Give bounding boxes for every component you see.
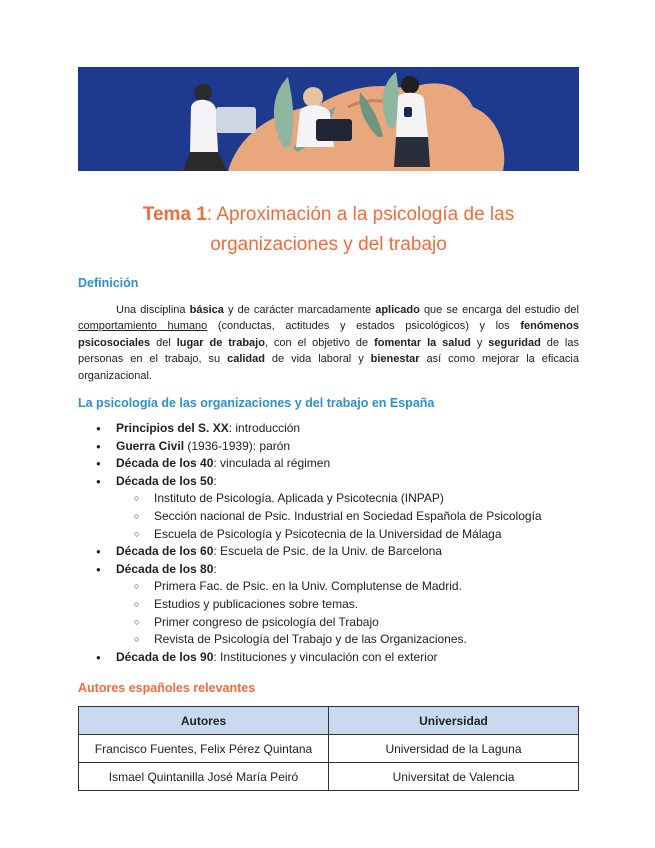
timeline-description: (1936-1939): parón <box>184 438 291 453</box>
table-row <box>79 735 579 763</box>
spain-timeline-list <box>78 420 542 666</box>
definition-segment: de las personas en el trabajo, su <box>78 336 579 366</box>
definition-segment: seguridad <box>488 336 541 349</box>
definition-segment: de vida laboral y <box>264 353 371 366</box>
page-title <box>78 200 579 260</box>
definition-segment: fenómenos psicosociales <box>78 320 579 349</box>
timeline-subitem: ○ Instituto de Psicología. Aplicada y Psicotecnia (INPAP) <box>154 490 542 508</box>
authors-heading: Autores españoles relevantes <box>78 681 256 695</box>
definition-segment: básica <box>189 304 224 316</box>
timeline-item <box>116 561 542 649</box>
university-cell: Universitat de Valencia <box>329 763 579 791</box>
timeline-period: Década de los 60 <box>116 544 214 559</box>
timeline-period: Principios del S. XX <box>116 421 229 435</box>
table-header-row <box>79 707 579 735</box>
timeline-subitem: ○ Primera Fac. de Psic. en la Univ. Complutense de Madrid. <box>154 578 542 596</box>
timeline-subitem: ○ Primer congreso de psicología del Trabajo <box>154 614 542 632</box>
timeline-item <box>116 420 542 438</box>
definition-segment: Una disciplina <box>116 304 190 316</box>
definition-segment: y de carácter marcadamente <box>223 304 376 316</box>
definition-segment: lugar de trabajo <box>176 336 265 349</box>
spain-heading: La psicología de las organizaciones y del trabajo en España <box>78 396 435 410</box>
title-line2: organizaciones y del trabajo <box>210 234 447 255</box>
column-header-authors: Autores <box>79 707 329 735</box>
timeline-period: Década de los 80 <box>116 561 214 576</box>
definition-segment: bienestar <box>370 353 420 366</box>
definition-segment: calidad <box>227 353 265 366</box>
timeline-period: Guerra Civil <box>116 438 185 453</box>
definition-segment: que se encarga del estudio del <box>419 304 579 316</box>
timeline-subitem: ○ Estudios y publicaciones sobre temas. <box>154 596 542 614</box>
timeline-item <box>116 473 542 543</box>
author-cell: Francisco Fuentes, Felix Pérez Quintana <box>79 735 329 763</box>
definition-segment: aplicado <box>375 304 420 316</box>
definition-segment: (conductas, actitudes y estados psicológicos) y los <box>207 320 521 333</box>
author-cell: Ismael Quintanilla José María Peiró <box>79 763 329 791</box>
timeline-description: : <box>213 473 217 488</box>
timeline-sublist <box>116 490 542 543</box>
definition-segment: y <box>470 336 489 349</box>
timeline-subitem: ○ Revista de Psicología del Trabajo y de las Organizaciones. <box>154 631 542 649</box>
timeline-description: : vinculada al régimen <box>213 456 331 471</box>
timeline-item <box>116 455 542 473</box>
timeline-subitem: ○ Sección nacional de Psic. Industrial en Sociedad Española de Psicología <box>154 508 542 526</box>
title-prefix: Tema 1 <box>142 204 207 225</box>
column-header-university: Universidad <box>329 707 579 735</box>
header-illustration <box>78 67 579 171</box>
definition-segment: comportamiento humano <box>78 320 208 333</box>
timeline-sublist <box>116 578 542 648</box>
timeline-period: Década de los 90 <box>116 649 214 664</box>
definition-segment: del <box>150 336 177 349</box>
timeline-description: : Escuela de Psic. de la Univ. de Barcelona <box>213 544 442 559</box>
timeline-item <box>116 649 542 667</box>
timeline-subitem: ○ Escuela de Psicología y Psicotecnia de la Universidad de Málaga <box>154 526 542 544</box>
title-rest: : Aproximación a la psicología de las <box>206 204 515 225</box>
timeline-description: : Instituciones y vinculación con el exterior <box>213 649 438 664</box>
timeline-item <box>116 543 542 561</box>
definition-segment: , con el objetivo de <box>264 336 375 349</box>
university-cell: Universidad de la Laguna <box>329 735 579 763</box>
timeline-item <box>116 438 542 456</box>
timeline-period: Década de los 40 <box>116 456 214 471</box>
timeline-description: : introducción <box>228 421 301 435</box>
definition-segment: fomentar la salud <box>374 336 471 349</box>
authors-table <box>78 706 579 791</box>
timeline-period: Década de los 50 <box>116 473 214 488</box>
definition-segment: así como mejorar la eficacia organizacional. <box>78 353 579 382</box>
timeline-description: : <box>213 561 217 576</box>
table-row <box>79 763 579 791</box>
definition-heading: Definición <box>78 276 139 290</box>
definition-paragraph <box>78 302 579 384</box>
